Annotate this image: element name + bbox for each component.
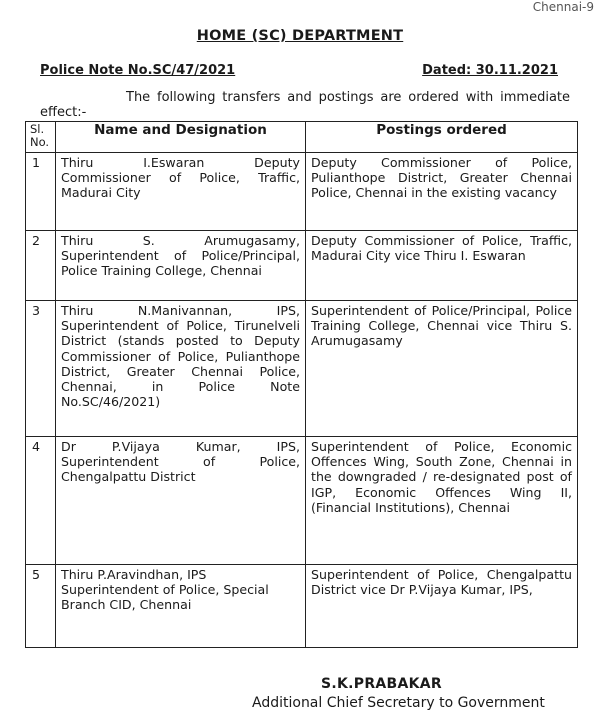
table-row <box>26 565 578 648</box>
header-slno: Sl. No. <box>26 122 56 153</box>
row-posting: Superintendent of Police/Principal, Police Training College, Chennai vice Thiru S. Arumugasamy <box>306 301 578 437</box>
table-row <box>26 437 578 565</box>
row-name: Dr P.Vijaya Kumar, IPS, Superintendent of Police, Chengalpattu District <box>56 437 306 565</box>
header-posting: Postings ordered <box>306 122 578 153</box>
row-name: Thiru I.Eswaran Deputy Commissioner of Police, Traffic, Madurai City <box>56 153 306 231</box>
intro-paragraph: The following transfers and postings are ordered with immediate effect:- <box>40 90 570 120</box>
signatory-name: S.K.PRABAKAR <box>321 676 443 692</box>
department-title: HOME (SC) DEPARTMENT <box>196 28 404 44</box>
row-number: 2 <box>26 231 56 301</box>
table-row <box>26 301 578 437</box>
row-number: 4 <box>26 437 56 565</box>
row-name: Thiru P.Aravindhan, IPS Superintendent of Police, Special Branch CID, Chennai <box>56 565 306 648</box>
row-number: 1 <box>26 153 56 231</box>
row-posting: Deputy Commissioner of Police, Traffic, Madurai City vice Thiru I. Eswaran <box>306 231 578 301</box>
postings-table <box>25 121 578 648</box>
row-posting: Deputy Commissioner of Police, Pulianthope District, Greater Chennai Police, Chennai in the existing vacancy <box>306 153 578 231</box>
row-name: Thiru S. Arumugasamy, Superintendent of Police/Principal, Police Training College, Chennai <box>56 231 306 301</box>
corner-text: Chennai-9 <box>532 0 594 14</box>
header-name: Name and Designation <box>56 122 306 153</box>
row-name: Thiru N.Manivannan, IPS, Superintendent of Police, Tirunelveli District (stands posted to Deputy Commissioner of Police, Pulianthope District, Greater Chennai Police, Chennai, in Police Note No.SC/46/2021) <box>56 301 306 437</box>
note-date: Dated: 30.11.2021 <box>422 63 558 78</box>
table-row <box>26 153 578 231</box>
table-row <box>26 231 578 301</box>
table-header-row <box>26 122 578 153</box>
row-posting: Superintendent of Police, Economic Offences Wing, South Zone, Chennai in the downgraded / re-designated post of IGP, Economic Offences Wing II, (Financial Institutions), Chennai <box>306 437 578 565</box>
note-number: Police Note No.SC/47/2021 <box>40 63 236 78</box>
row-number: 5 <box>26 565 56 648</box>
signatory-designation: Additional Chief Secretary to Government <box>252 695 545 711</box>
row-number: 3 <box>26 301 56 437</box>
government-seal-icon <box>258 0 344 8</box>
row-posting: Superintendent of Police, Chengalpattu District vice Dr P.Vijaya Kumar, IPS, <box>306 565 578 648</box>
